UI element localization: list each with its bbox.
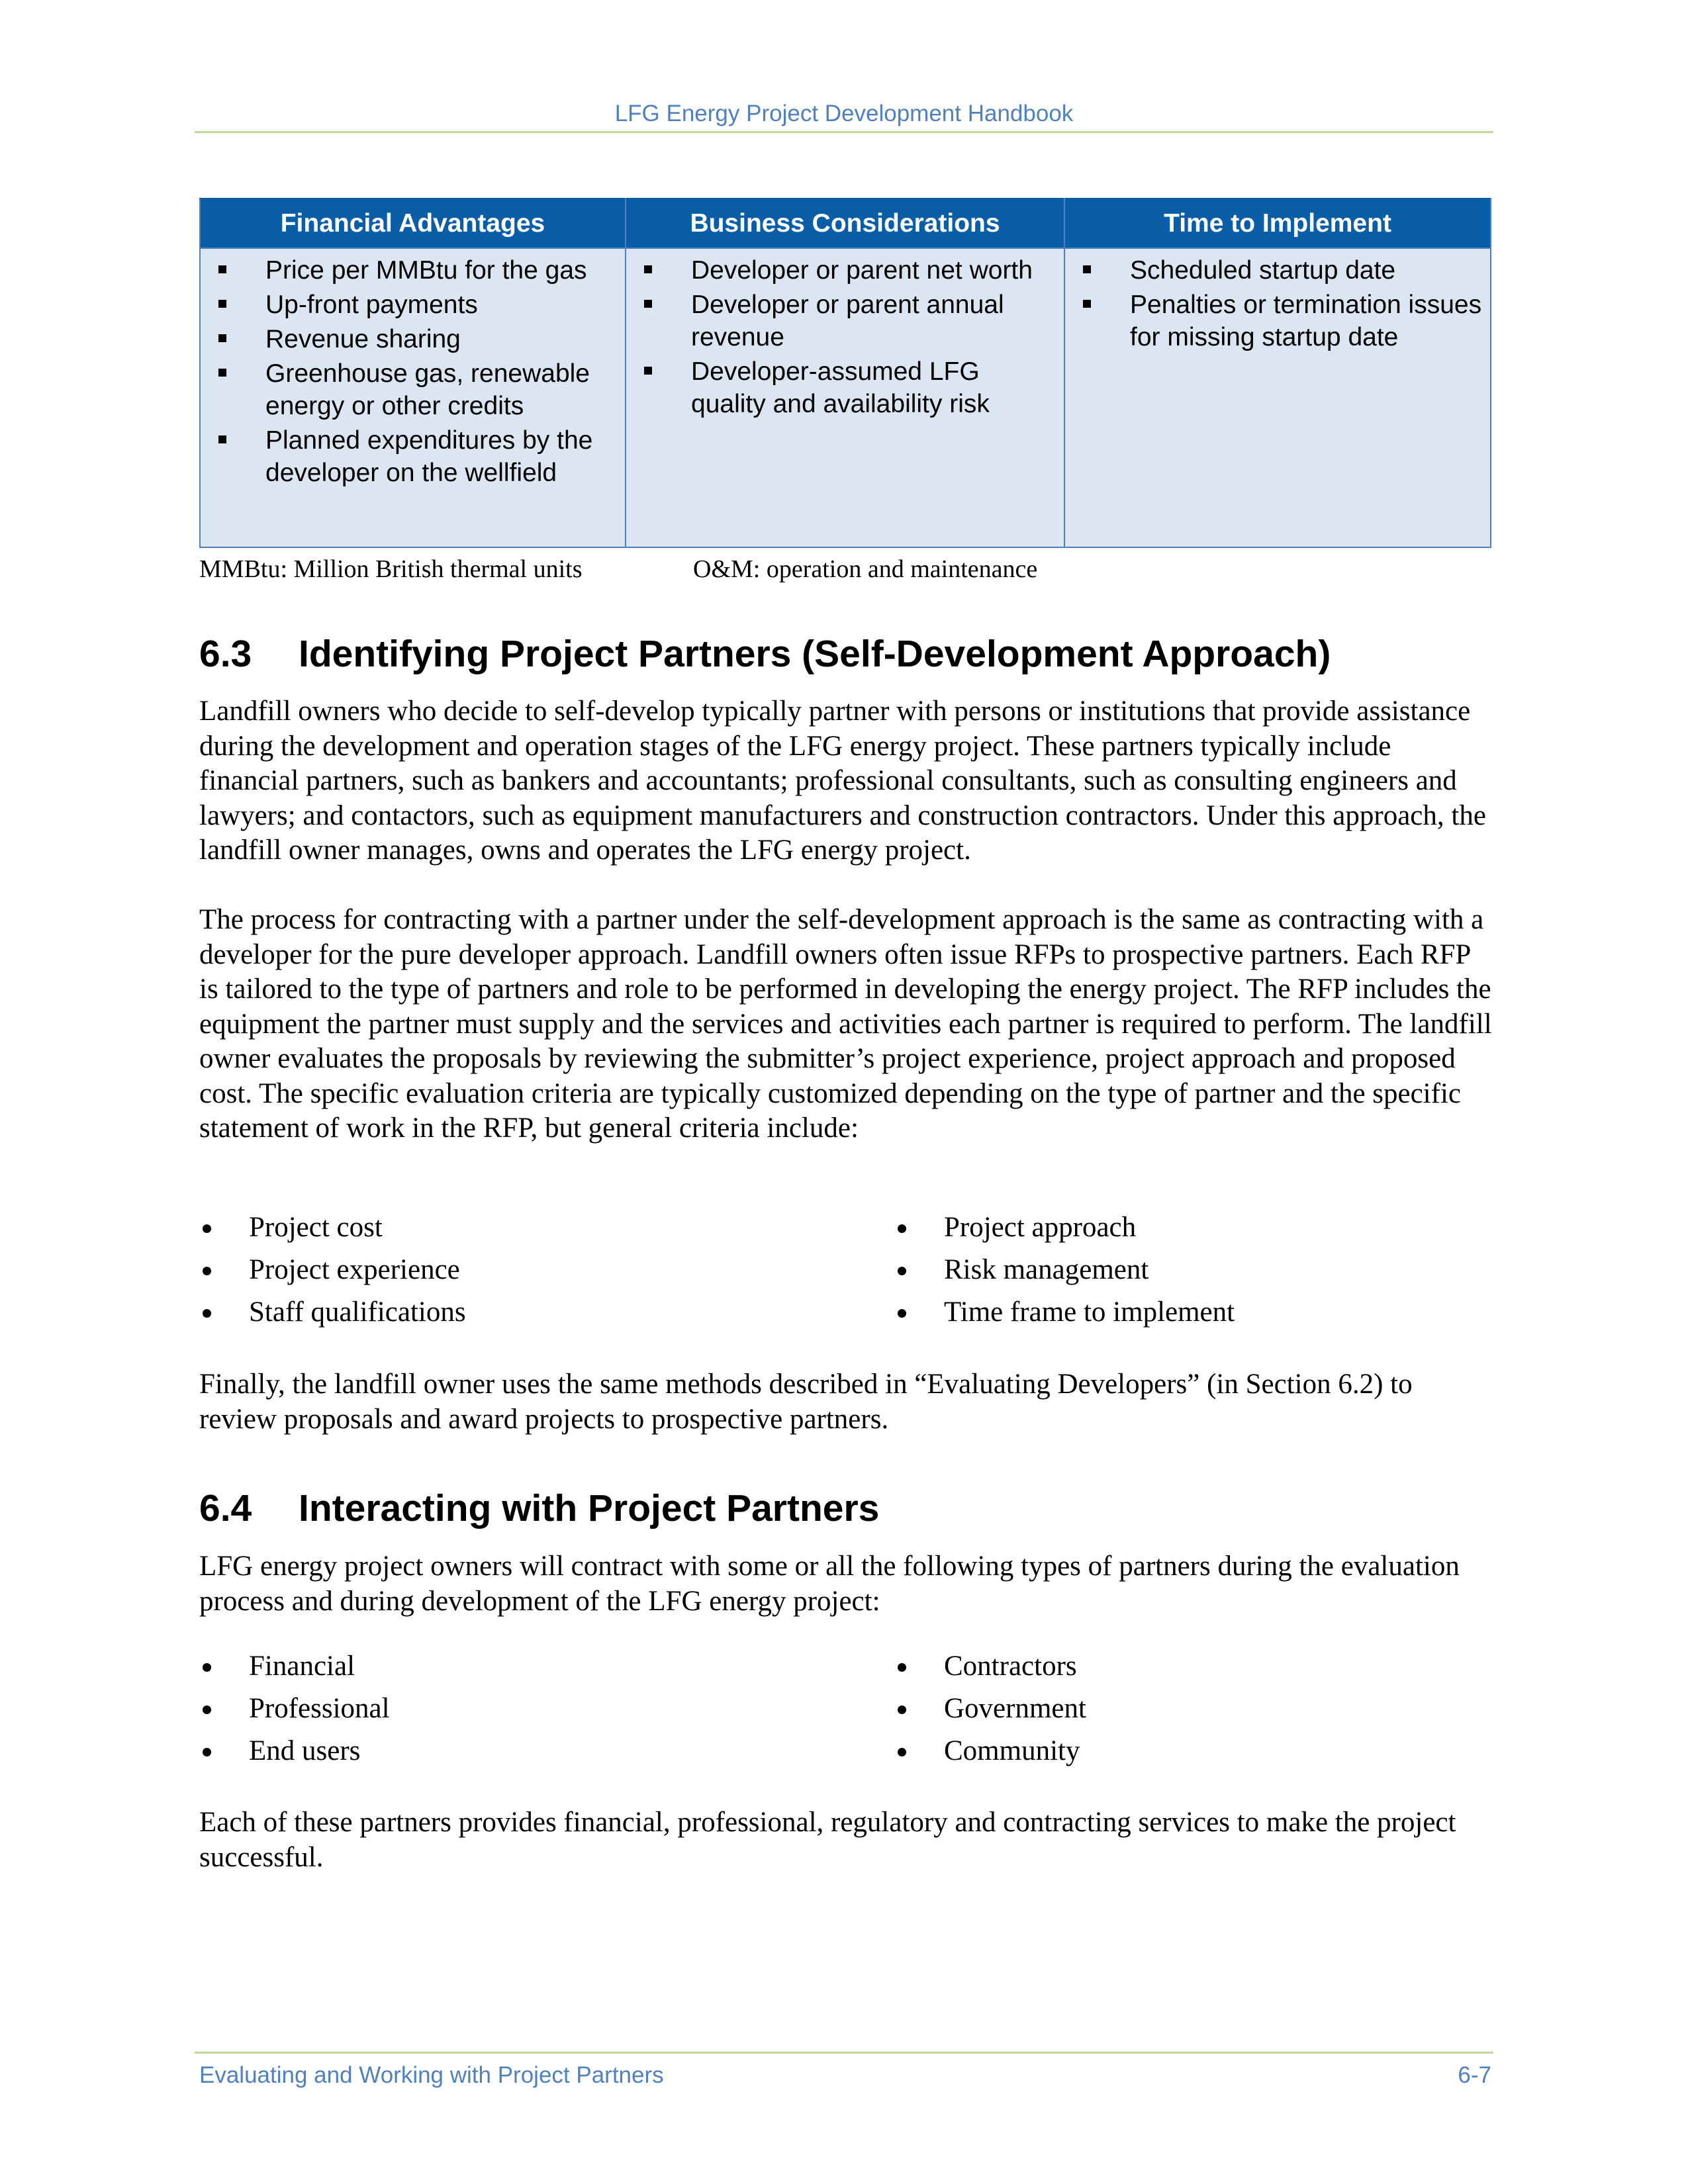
- paragraph-partner-types-intro: LFG energy project owners will contract with some or all the following types of partners during the evaluation process and during development of the LFG energy project:: [199, 1551, 1460, 1617]
- list-item: Project approach: [894, 1206, 1490, 1249]
- list-item: Developer-assumed LFG quality and availability risk: [626, 355, 1064, 420]
- list-item: Professional: [199, 1688, 894, 1730]
- square-bullet-icon: [218, 334, 226, 342]
- footer-chapter-title: Evaluating and Working with Project Partners: [199, 2062, 664, 2088]
- bullet-icon: [203, 1309, 211, 1318]
- header-rule: [195, 131, 1493, 133]
- square-bullet-icon: [218, 435, 226, 443]
- list-item: End users: [199, 1730, 894, 1772]
- bullet-icon: [898, 1748, 906, 1756]
- square-bullet-icon: [218, 265, 226, 273]
- paragraph-finally: Finally, the landfill owner uses the same methods described in “Evaluating Developers” (in Section 6.2) to review proposals and award projects to prospective partners.: [199, 1369, 1413, 1435]
- partner-types-list: [199, 1645, 1490, 1772]
- column-header-time-to-implement: Time to Implement: [1064, 199, 1491, 248]
- paragraph-self-development-partners: Landfill owners who decide to self-develop typically partner with persons or institutions that provide assistance during the development and operation stages of the LFG energy project. These partners typically include financial partners, such as bankers and accountants; professional consultants, such as consulting engineers and lawyers; and contactors, such as equipment manufacturers and construction contractors. Under this approach, the landfill owner manages, owns and operates the LFG energy project.: [199, 696, 1486, 866]
- list-item: Price per MMBtu for the gas: [201, 254, 625, 287]
- list-item: Up-front payments: [201, 289, 625, 321]
- footnote-om: O&M: operation and maintenance: [693, 555, 1038, 583]
- list-item: Staff qualifications: [199, 1291, 894, 1334]
- square-bullet-icon: [644, 300, 652, 308]
- page-number: 6-7: [1458, 2062, 1491, 2088]
- list-item: Developer or parent annual revenue: [626, 289, 1064, 353]
- square-bullet-icon: [1083, 300, 1091, 308]
- bullet-icon: [203, 1224, 211, 1233]
- list-item: Financial: [199, 1645, 894, 1688]
- list-item: Time frame to implement: [894, 1291, 1490, 1334]
- table-row: [200, 248, 1491, 547]
- financial-advantages-list: [201, 254, 625, 489]
- list-item: Risk management: [894, 1249, 1490, 1291]
- column-header-financial-advantages: Financial Advantages: [200, 199, 626, 248]
- square-bullet-icon: [218, 300, 226, 308]
- bullet-icon: [203, 1267, 211, 1275]
- square-bullet-icon: [218, 369, 226, 377]
- list-item: Project cost: [199, 1206, 894, 1249]
- list-item: Penalties or termination issues for missing startup date: [1065, 289, 1490, 353]
- list-item: Community: [894, 1730, 1490, 1772]
- running-header: LFG Energy Project Development Handbook: [614, 101, 1074, 126]
- square-bullet-icon: [1083, 265, 1091, 273]
- list-item: Planned expenditures by the developer on the wellfield: [201, 424, 625, 489]
- time-to-implement-list: [1065, 254, 1490, 353]
- bullet-icon: [898, 1224, 906, 1233]
- footnote-mmbtu: MMBtu: Million British thermal units: [199, 555, 583, 583]
- bullet-icon: [203, 1748, 211, 1756]
- business-considerations-list: [626, 254, 1064, 420]
- evaluation-criteria-list: [199, 1206, 1490, 1334]
- list-item: Scheduled startup date: [1065, 254, 1490, 287]
- square-bullet-icon: [644, 367, 652, 375]
- square-bullet-icon: [644, 265, 652, 273]
- list-item: Contractors: [894, 1645, 1490, 1688]
- section-number: 6.4: [199, 1487, 252, 1529]
- list-item: Government: [894, 1688, 1490, 1730]
- list-item: Developer or parent net worth: [626, 254, 1064, 287]
- table-cell-financial-advantages: [200, 248, 626, 547]
- section-title: Interacting with Project Partners: [299, 1487, 880, 1529]
- list-item: Project experience: [199, 1249, 894, 1291]
- table-header-row: [200, 199, 1491, 248]
- column-header-business-considerations: Business Considerations: [626, 199, 1064, 248]
- table-cell-time-to-implement: [1064, 248, 1491, 547]
- bullet-icon: [898, 1706, 906, 1714]
- footer-rule: [195, 2052, 1493, 2054]
- paragraph-partner-services: Each of these partners provides financial, professional, regulatory and contracting services to make the project successful.: [199, 1807, 1456, 1873]
- bullet-icon: [898, 1663, 906, 1672]
- section-title: Identifying Project Partners (Self-Development Approach): [299, 633, 1331, 675]
- section-number: 6.3: [199, 633, 252, 675]
- evaluation-factors-table: [199, 198, 1491, 548]
- section-heading-6-3: [199, 631, 1497, 676]
- list-item: Greenhouse gas, renewable energy or other credits: [201, 357, 625, 422]
- list-item: Revenue sharing: [201, 323, 625, 355]
- bullet-icon: [898, 1309, 906, 1318]
- bullet-icon: [898, 1267, 906, 1275]
- bullet-icon: [203, 1706, 211, 1714]
- table-cell-business-considerations: [626, 248, 1064, 547]
- bullet-icon: [203, 1663, 211, 1672]
- section-heading-6-4: [199, 1486, 1497, 1531]
- paragraph-contracting-process: The process for contracting with a partner under the self-development approach is the same as contracting with a developer for the pure developer approach. Landfill owners often issue RFPs to prospective partners. Each RFP is tailored to the type of partners and role to be performed in developing the energy project. The RFP includes the equipment the partner must supply and the services and activities each partner is required to perform. The landfill owner evaluates the proposals by reviewing the submitter’s project experience, project approach and proposed cost. The specific evaluation criteria are typically customized depending on the type of partner and the specific statement of work in the RFP, but general criteria include:: [199, 904, 1492, 1144]
